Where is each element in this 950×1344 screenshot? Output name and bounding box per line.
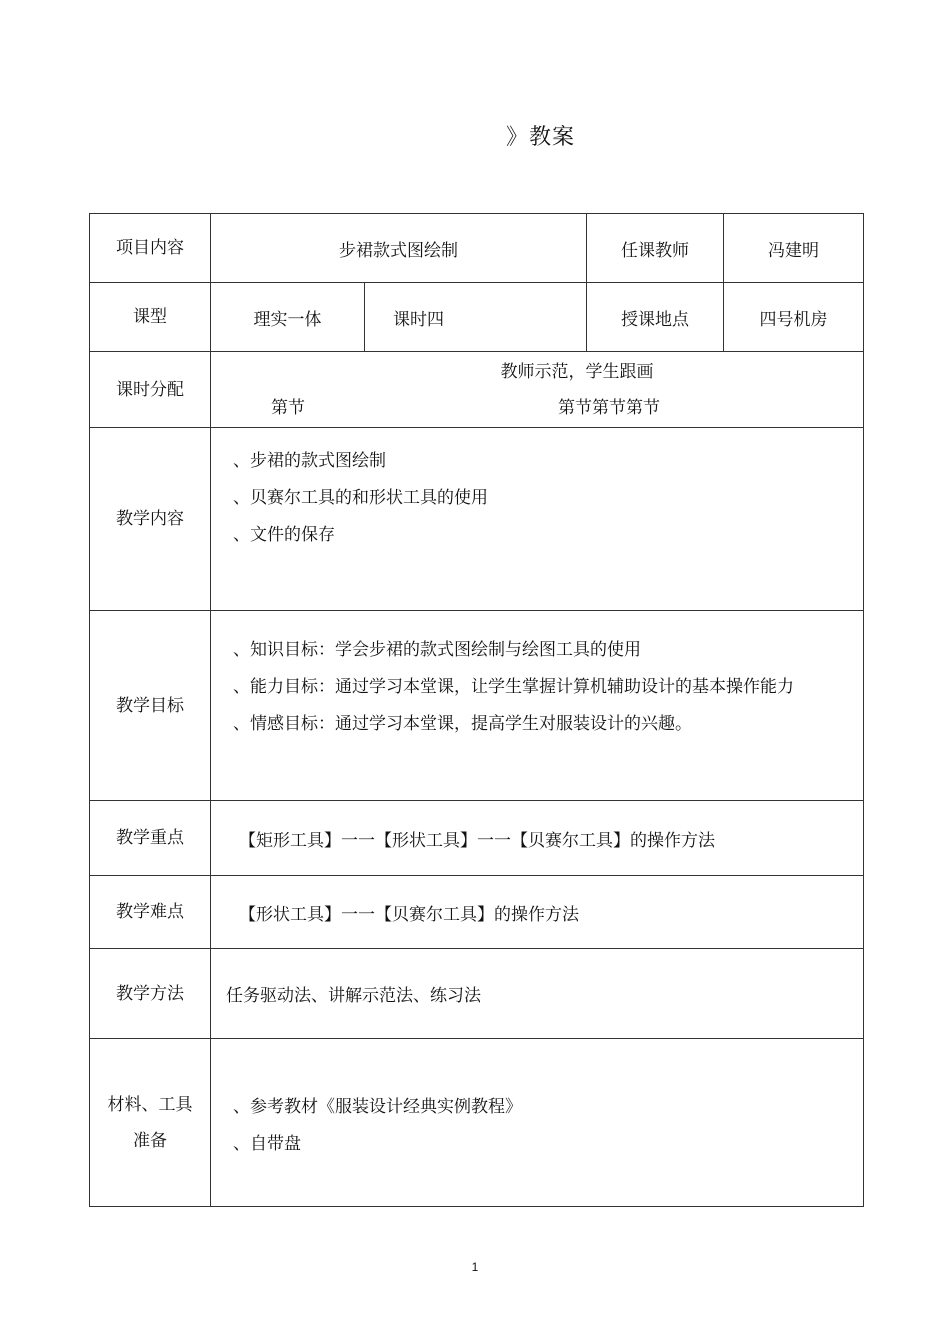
- content-list: [211, 428, 864, 611]
- hours-value: 课时四: [365, 283, 587, 352]
- row-allocation: [90, 352, 864, 428]
- row-difficulties: [90, 876, 864, 949]
- key-points-label: 教学重点: [90, 801, 211, 876]
- content-item: 、文件的保存: [233, 525, 335, 545]
- lesson-plan-table: [89, 213, 864, 1207]
- goals-label: 教学目标: [90, 611, 211, 801]
- location-value: 四号机房: [724, 283, 864, 352]
- content-item: 、贝赛尔工具的和形状工具的使用: [233, 488, 488, 508]
- methods-value: 任务驱动法、讲解示范法、练习法: [211, 949, 864, 1039]
- type-value: 理实一体: [211, 283, 365, 352]
- allocation-top: 教师示范，学生跟画: [500, 361, 654, 382]
- goal-item: 、能力目标：通过学习本堂课，让学生掌握计算机辅助设计的基本操作能力: [233, 677, 794, 697]
- materials-label-line1: 材料、工具: [107, 1094, 193, 1115]
- allocation-label: 课时分配: [90, 352, 211, 428]
- type-label: 课型: [90, 283, 211, 352]
- allocation-bottom: [211, 390, 863, 426]
- materials-label-line2: 准备: [133, 1130, 167, 1151]
- key-points-value: 【矩形工具】一一【形状工具】一一【贝赛尔工具】的操作方法: [211, 801, 864, 876]
- difficulties-label: 教学难点: [90, 876, 211, 949]
- material-item: 、自带盘: [233, 1134, 301, 1154]
- content-label: 教学内容: [90, 428, 211, 611]
- document-title: 》教案: [506, 125, 576, 150]
- allocation-cell: [211, 352, 864, 428]
- materials-list: [211, 1039, 864, 1207]
- teacher-label: 任课教师: [587, 214, 724, 283]
- goal-item: 、情感目标：通过学习本堂课，提高学生对服装设计的兴趣。: [233, 714, 692, 734]
- row-type: [90, 283, 864, 352]
- row-methods: [90, 949, 864, 1039]
- allocation-left: 第节: [271, 397, 305, 418]
- goal-item: 、知识目标：学会步裙的款式图绘制与绘图工具的使用: [233, 640, 641, 660]
- row-key-points: [90, 801, 864, 876]
- row-project: [90, 214, 864, 283]
- materials-label: [90, 1039, 211, 1207]
- material-item: 、参考教材《服装设计经典实例教程》: [233, 1097, 522, 1117]
- row-content: [90, 428, 864, 611]
- project-value: 步裙款式图绘制: [211, 214, 587, 283]
- project-label: 项目内容: [90, 214, 211, 283]
- location-label: 授课地点: [587, 283, 724, 352]
- methods-label: 教学方法: [90, 949, 211, 1039]
- content-item: 、步裙的款式图绘制: [233, 451, 386, 471]
- page-number: 1: [471, 1260, 479, 1274]
- row-materials: [90, 1039, 864, 1207]
- difficulties-value: 【形状工具】一一【贝赛尔工具】的操作方法: [211, 876, 864, 949]
- allocation-right: 第节第节第节: [558, 397, 660, 418]
- goals-list: [211, 611, 864, 801]
- teacher-value: 冯建明: [724, 214, 864, 283]
- row-goals: [90, 611, 864, 801]
